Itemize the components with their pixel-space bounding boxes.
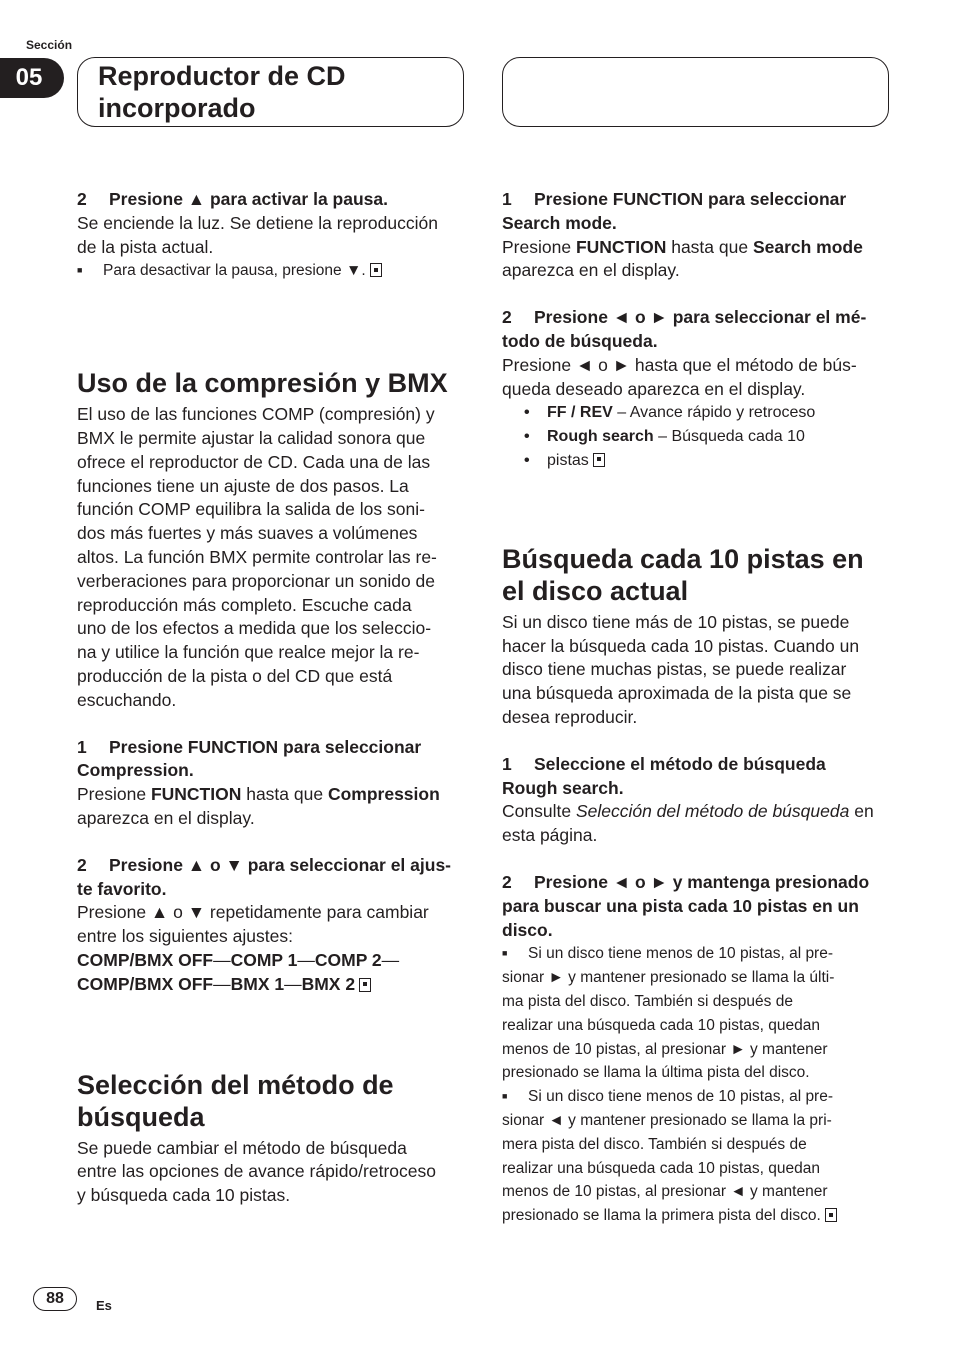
- rough-step-1: 1 Seleccione el método de búsqueda: [502, 753, 826, 774]
- settings-sequence-1: COMP/BMX OFF—COMP 1—COMP 2—: [77, 949, 400, 970]
- left-column: 2 Presione ▲ para activar la pausa. Se enciende la luz. Se detiene la reproducción de la pista actual. ■ Para desactivar la pausa, presione ▼. Uso de la compresión y BMX El uso de las funciones COMP (compresión) y BMX le permite ajustar la calidad sonora que ofrece el reproductor de CD. Cada una de las funciones tiene un ajuste de dos pasos. La función COMP equilibra la salida de los soni- dos más fuertes y más suaves a volúmenes altos. La función BMX permite controlar las re- verberaciones para proporcionar un sonido de reproducción más completo. Escuche cada uno de los efectos a medida que los seleccio- na y utilice la función que realce mejor la re- producción de la pista o del CD que está escuchando. 1 Presione FUNCTION para seleccionar Compression. Presione FUNCTION hasta que Compression aparezca en el display. 2 Presione ▲ o ▼ para seleccionar el ajus- te favorito. Presione ▲ o ▼ repetidamente para cambiar entre los siguientes ajustes: COMP/BMX OFF—COMP 1—COMP 2— COMP/BMX OFF—BMX 1—BMX 2 Selección del método de búsqueda Se puede cambiar el método de búsqueda entre las opciones de avance rápido/retroceso y búsqueda cada 10 pistas.: [77, 188, 467, 1208]
- note-forward: ■ Si un disco tiene menos de 10 pistas, al pre- sionar ► y mantener presionado se llama la últi- ma pista del disco. También si después de realizar una búsqueda cada 10 pistas, quedan menos de 10 pistas, al presionar ► y mantener presionado se llama la última pista del disco.: [502, 945, 835, 1082]
- search-method-heading: Selección del método de búsqueda: [77, 1069, 394, 1132]
- page-number: 88: [33, 1287, 77, 1311]
- rough-step-2: 2 Presione ◄ o ► y mantenga presionado: [502, 871, 870, 892]
- right-column: 1 Presione FUNCTION para seleccionar Search mode. Presione FUNCTION hasta que Search mode aparezca en el display. 2 Presione ◄ o ► para seleccionar el mé- todo de búsqueda. Presione ◄ o ► hasta que el método de bús- queda deseado aparezca en el display. • FF / REV – Avance rápido y retroceso • Rough search – Búsqueda cada 10 • pistas Búsqueda cada 10 pistas en el disco actual Si un disco tiene más de 10 pistas, se puede hacer la búsqueda cada 10 pistas. Cuando un disco tiene muchas pistas, se puede realizar una búsqueda aproximada de la pista que se desea reproducir. 1 Seleccione el método de búsqueda Rough search. Consulte Selección del método de búsqueda en esta página. 2 Presione ◄ o ► y mantenga presionado para buscar una pista cada 10 pistas en un disco. ■ Si un disco tiene menos de 10 pistas, al pre- sionar ► y mantener presionado se llama la últi- ma pista del disco. También si después de realizar una búsqueda cada 10 pistas, quedan menos de 10 pistas, al presionar ► y mantener presionado se llama la última pista del disco. ■ Si un disco tiene menos de 10 pistas, al pre- sionar ◄ y mantener presionado se llama la pri- mera pista del disco. También si después de realizar una búsqueda cada 10 pistas, quedan menos de 10 pistas, al presionar ◄ y mantener presionado se llama la primera pista del disco.: [502, 188, 892, 1228]
- search-mode-step-1: 1 Presione FUNCTION para seleccionar: [502, 189, 847, 209]
- settings-sequence-2: COMP/BMX OFF—BMX 1—BMX 2: [77, 973, 467, 997]
- end-mark-icon: [825, 1208, 837, 1222]
- compression-step-1-body: Presione FUNCTION hasta que Compression: [77, 784, 440, 805]
- bmx-heading: Uso de la compresión y BMX: [77, 368, 448, 399]
- language-code: Es: [96, 1298, 112, 1313]
- section-label: Sección: [26, 38, 73, 52]
- section-number-badge: 05: [0, 58, 64, 98]
- rough-step-1-body: Consulte Selección del método de búsqueda en: [502, 801, 874, 822]
- end-mark-icon: [370, 263, 382, 277]
- bullet-ff-rev: • FF / REV – Avance rápido y retroceso: [502, 401, 892, 425]
- bullet-rough-search: • Rough search – Búsqueda cada 10: [502, 425, 892, 449]
- compression-step-1: 1 Presione FUNCTION para seleccionar: [77, 736, 422, 757]
- end-mark-icon: [593, 453, 605, 467]
- note-backward: ■ Si un disco tiene menos de 10 pistas, al pre- sionar ◄ y mantener presionado se llama la pri- mera pista del disco. También si después de realizar una búsqueda cada 10 pistas, quedan menos de 10 pistas, al presionar ◄ y mantener presionado se llama la primera pista del disco.: [502, 1085, 892, 1228]
- end-mark-icon: [359, 978, 371, 992]
- bmx-body: El uso de las funciones COMP (compresión) y BMX le permite ajustar la calidad sonora que ofrece el reproductor de CD. Cada una de las funciones tiene un ajuste de dos pasos. La función COMP equilibra la salida de los soni- dos más fuertes y más suaves a volúmenes altos. La función BMX permite controlar las re- verberaciones para proporcionar un sonido de reproducción más completo. Escuche cada uno de los efectos a medida que los seleccio- na y utilice la función que realce mejor la re- producción de la pista o del CD que está escuchando.: [77, 404, 437, 710]
- rough-search-body: Si un disco tiene más de 10 pistas, se puede hacer la búsqueda cada 10 pistas. Cuando un disco tiene muchas pistas, se puede realizar una búsqueda aproximada de la pista que se desea reproducir.: [502, 611, 860, 727]
- header-box-empty: [502, 57, 889, 127]
- search-mode-step-2: 2 Presione ◄ o ► para seleccionar el mé-: [502, 307, 867, 328]
- compression-step-2: 2 Presione ▲ o ▼ para seleccionar el ajus-: [77, 854, 452, 875]
- search-mode-step-1-body: Presione FUNCTION hasta que Search mode: [502, 236, 863, 257]
- pause-step: 2 Presione ▲ para activar la pausa.: [77, 189, 388, 209]
- rough-search-heading: Búsqueda cada 10 pistas en el disco actual: [502, 543, 864, 606]
- chapter-title: Reproductor de CD incorporado: [98, 61, 346, 123]
- pause-note: ■ Para desactivar la pausa, presione ▼.: [77, 259, 467, 283]
